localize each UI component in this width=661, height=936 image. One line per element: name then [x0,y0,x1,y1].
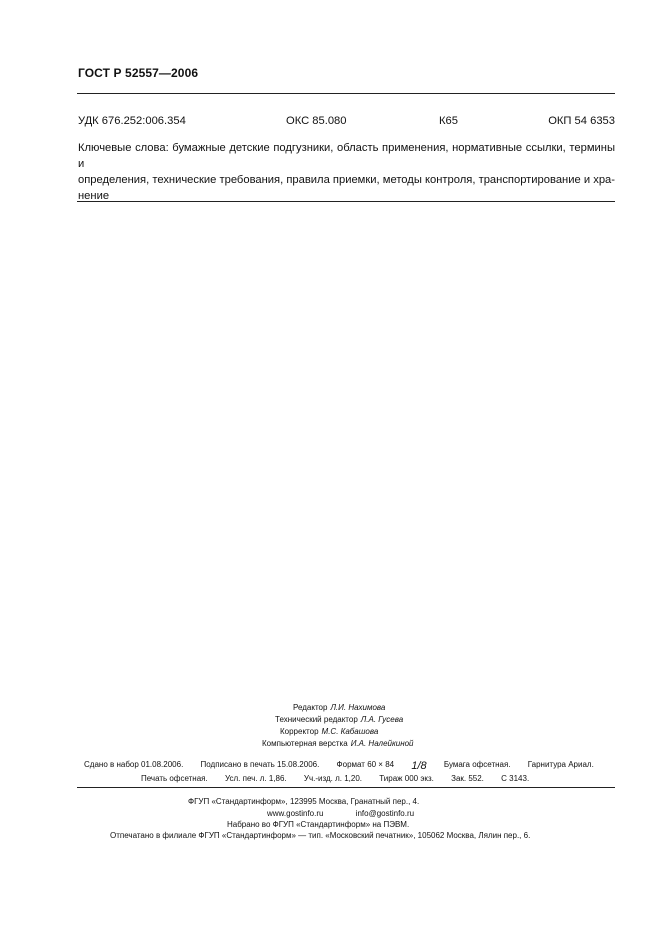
k-code: К65 [439,115,458,127]
keywords-line-3: нение [78,190,110,202]
signed-date: Подписано в печать 15.08.2006. [200,760,320,769]
classification-row [78,115,615,131]
credit-corrector [280,726,378,738]
printed-note: Отпечатано в филиале ФГУП «Стандартинформ» — тип. «Московский печатник», 105062 Москва, Лялин пер., 6. [110,831,531,840]
udk-code: УДК 676.252:006.354 [78,115,186,127]
publisher-address: ФГУП «Стандартинформ», 123995 Москва, Гранатный пер., 4. [188,797,420,806]
print-type: Печать офсетная. [141,774,208,783]
website-link[interactable]: www.gostinfo.ru [267,809,324,818]
format-info [337,760,427,772]
keywords-line-2: определения, технические требования, правила приемки, методы контроля, транспортирование и хра- [78,174,615,186]
print-run: Тираж 000 экз. [379,774,434,783]
layout-label: Компьютерная верстка [262,739,348,748]
tech-editor-label: Технический редактор [275,715,358,724]
keywords-block [78,140,615,204]
keywords-line-1: Ключевые слова: бумажные детские подгузники, область применения, нормативные ссылки, термины и [78,142,615,170]
credit-layout [262,738,414,750]
imprint-divider [77,787,615,788]
tech-editor-name: Л.А. Гусева [360,715,404,724]
credit-tech-editor [275,714,403,726]
font-type: Гарнитура Ариал. [527,760,594,769]
contacts-line [267,809,414,818]
print-info-row-2 [141,774,529,783]
paper-type: Бумага офсетная. [443,760,511,769]
gost-number-header: ГОСТ Р 52557—2006 [78,66,199,80]
publishing-sheets: Уч.-изд. л. 1,20. [303,774,363,783]
top-divider [77,93,615,94]
format-fraction: 1/8 [411,760,427,772]
keywords-divider [77,201,615,202]
layout-name: И.А. Налейкиной [350,739,414,748]
corrector-name: М.С. Кабашова [321,727,379,736]
editor-label: Редактор [293,703,328,712]
format-text: Формат 60 × 84 [336,760,395,769]
typeset-note: Набрано во ФГУП «Стандартинформ» на ПЭВМ. [227,820,410,829]
print-code: С 3143. [501,774,530,783]
email-link[interactable]: info@gostinfo.ru [355,809,415,818]
set-date: Сдано в набор 01.08.2006. [84,760,184,769]
editor-name: Л.И. Нахимова [330,703,386,712]
oks-code: ОКС 85.080 [286,115,347,127]
order-number: Зак. 552. [451,774,484,783]
print-info-row-1 [84,760,594,772]
conventional-sheets: Усл. печ. л. 1,86. [224,774,287,783]
okp-code: ОКП 54 6353 [548,115,615,127]
corrector-label: Корректор [280,727,319,736]
credit-editor [293,702,385,714]
